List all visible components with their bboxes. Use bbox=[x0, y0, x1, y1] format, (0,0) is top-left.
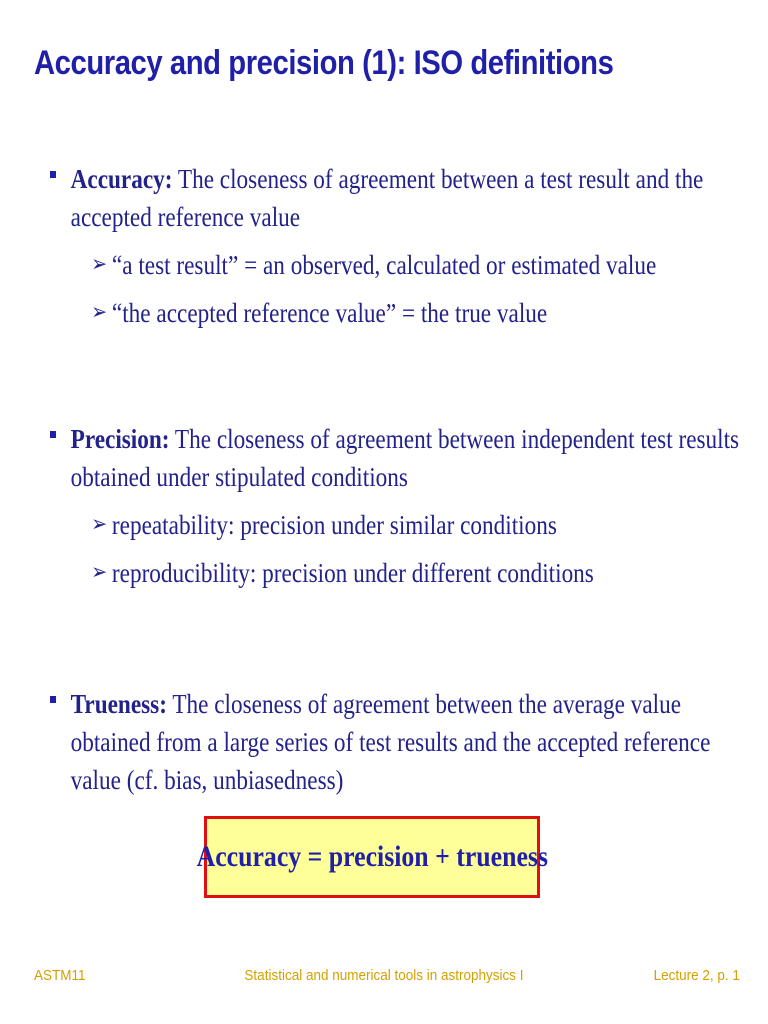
bullet-trueness bbox=[50, 685, 728, 799]
equation-box bbox=[196, 816, 548, 898]
subpoint-precision-1 bbox=[50, 506, 633, 544]
subpoint-accuracy-2 bbox=[50, 294, 633, 332]
footer-course-title: Statistical and numerical tools in astrophysics I bbox=[244, 967, 524, 984]
definition-trueness: The closeness of agreement between the average value obtained from a large series of test results and the accepted reference value (cf. bias, unbiasedness) bbox=[70, 689, 711, 795]
subpoint-text: repeatability: precision under similar conditions bbox=[111, 510, 557, 540]
subpoint-text: reproducibility: precision under different conditions bbox=[111, 558, 594, 588]
subpoint-accuracy-1 bbox=[50, 246, 657, 284]
square-bullet-icon bbox=[50, 431, 56, 438]
subpoint-precision-2 bbox=[50, 554, 633, 592]
definition-precision: The closeness of agreement between independent test results obtained under stipulated conditions bbox=[70, 424, 740, 492]
arrowhead-bullet-icon: ➢ bbox=[91, 560, 108, 585]
square-bullet-icon bbox=[50, 171, 56, 178]
bullet-accuracy bbox=[50, 160, 728, 332]
footer-page-number: Lecture 2, p. 1 bbox=[653, 967, 740, 984]
term-precision: Precision: bbox=[70, 424, 170, 454]
subpoint-text: “the accepted reference value” = the true value bbox=[111, 298, 548, 328]
footer-course-code: ASTM11 bbox=[34, 967, 86, 984]
arrowhead-bullet-icon: ➢ bbox=[91, 300, 108, 325]
definition-accuracy: The closeness of agreement between a test result and the accepted reference value bbox=[70, 164, 704, 232]
term-trueness: Trueness: bbox=[70, 689, 167, 719]
bullet-precision-text bbox=[50, 420, 747, 496]
bullet-accuracy-text bbox=[50, 160, 747, 236]
bullet-precision bbox=[50, 420, 740, 592]
arrowhead-bullet-icon: ➢ bbox=[91, 252, 108, 277]
arrowhead-bullet-icon: ➢ bbox=[91, 512, 108, 537]
slide-title: Accuracy and precision (1): ISO definitions bbox=[34, 44, 614, 82]
term-accuracy: Accuracy: bbox=[70, 164, 173, 194]
bullet-trueness-text bbox=[50, 685, 747, 799]
subpoint-text: “a test result” = an observed, calculated or estimated value bbox=[111, 250, 657, 280]
equation-text: Accuracy = precision + trueness bbox=[196, 840, 548, 873]
square-bullet-icon bbox=[50, 696, 56, 703]
